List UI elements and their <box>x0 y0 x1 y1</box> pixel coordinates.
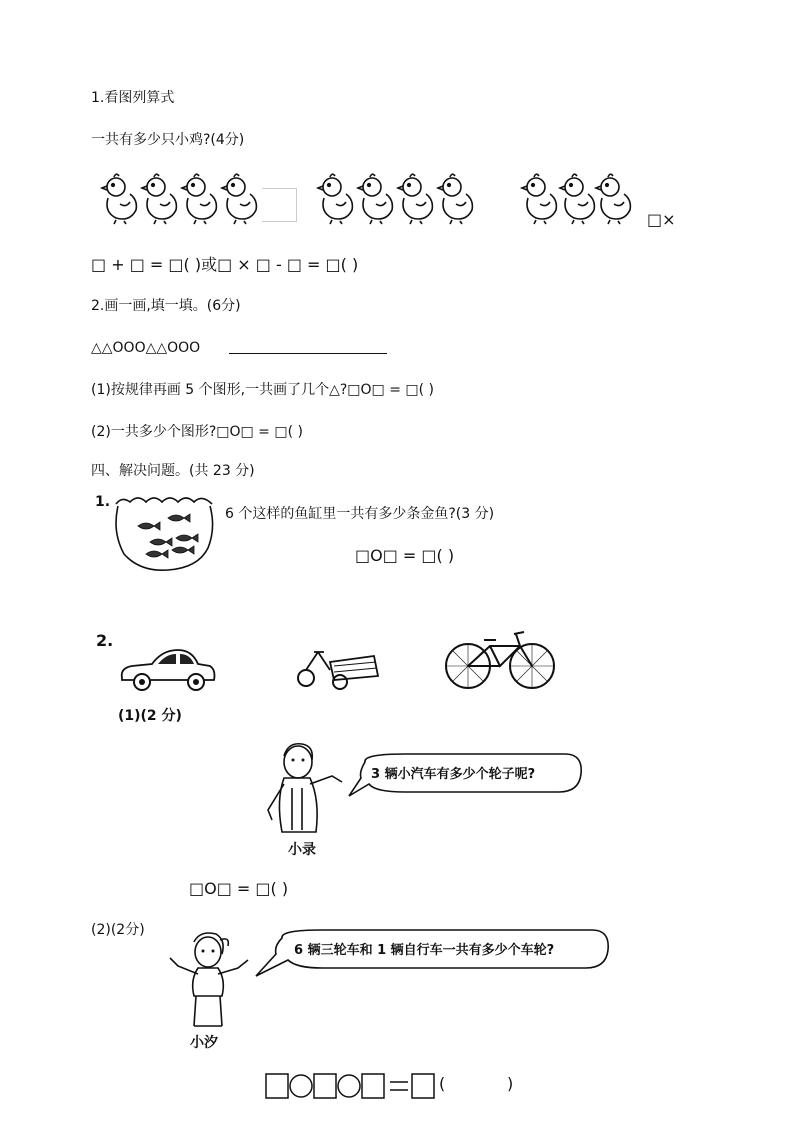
boy-speech-text: 3 辆小汽车有多少个轮子呢? <box>371 767 536 782</box>
girl-illustration <box>164 930 254 1035</box>
chicks-group-3 <box>520 172 650 224</box>
boy-illustration <box>258 740 348 840</box>
q2-pattern: △△OOO△△OOO <box>91 340 201 356</box>
chicks-group-1 <box>100 172 270 224</box>
section4-title: 四、解决问题。(共 23 分) <box>91 463 255 479</box>
q1-question: 一共有多少只小鸡?(4分) <box>91 132 245 148</box>
problem2-number: 2. <box>96 631 114 650</box>
q2-sub1: (1)按规律再画 5 个图形,一共画了几个△?□O□ = □( ) <box>91 382 434 398</box>
fish-bowl-illustration <box>110 492 220 572</box>
chicks-group-2 <box>316 172 486 224</box>
boy-name: 小录 <box>288 842 316 858</box>
q1-title: 1.看图列算式 <box>91 90 175 106</box>
girl-name: 小汐 <box>190 1035 218 1051</box>
answer-line <box>229 353 387 354</box>
q2-sub2: (2)一共多少个图形?□O□ = □( ) <box>91 424 303 440</box>
q1-formula: □ + □ = □( )或□ × □ - □ = □( ) <box>91 255 359 274</box>
problem2-sub1-label: (1)(2 分) <box>118 708 182 724</box>
problem2-sub2-formula-shapes <box>264 1071 444 1101</box>
girl-speech-text: 6 辆三轮车和 1 辆自行车一共有多少个车轮? <box>294 943 555 958</box>
chicks-fence <box>262 188 297 222</box>
q1-side-formula: □× <box>647 210 676 229</box>
car-illustration <box>118 644 218 694</box>
problem2-sub1-formula: □O□ = □( ) <box>189 879 289 898</box>
problem1-formula: □O□ = □( ) <box>355 546 455 565</box>
bicycle-illustration <box>444 626 556 694</box>
tricycle-illustration <box>294 642 384 692</box>
problem2-sub2-paren-open: ( <box>439 1074 446 1093</box>
q2-title: 2.画一画,填一填。(6分) <box>91 298 241 314</box>
problem2-sub2-label: (2)(2分) <box>91 922 145 938</box>
problem2-sub2-paren-close: ) <box>507 1074 514 1093</box>
problem1-number: 1. <box>95 494 111 510</box>
problem1-question: 6 个这样的鱼缸里一共有多少条金鱼?(3 分) <box>225 506 495 522</box>
